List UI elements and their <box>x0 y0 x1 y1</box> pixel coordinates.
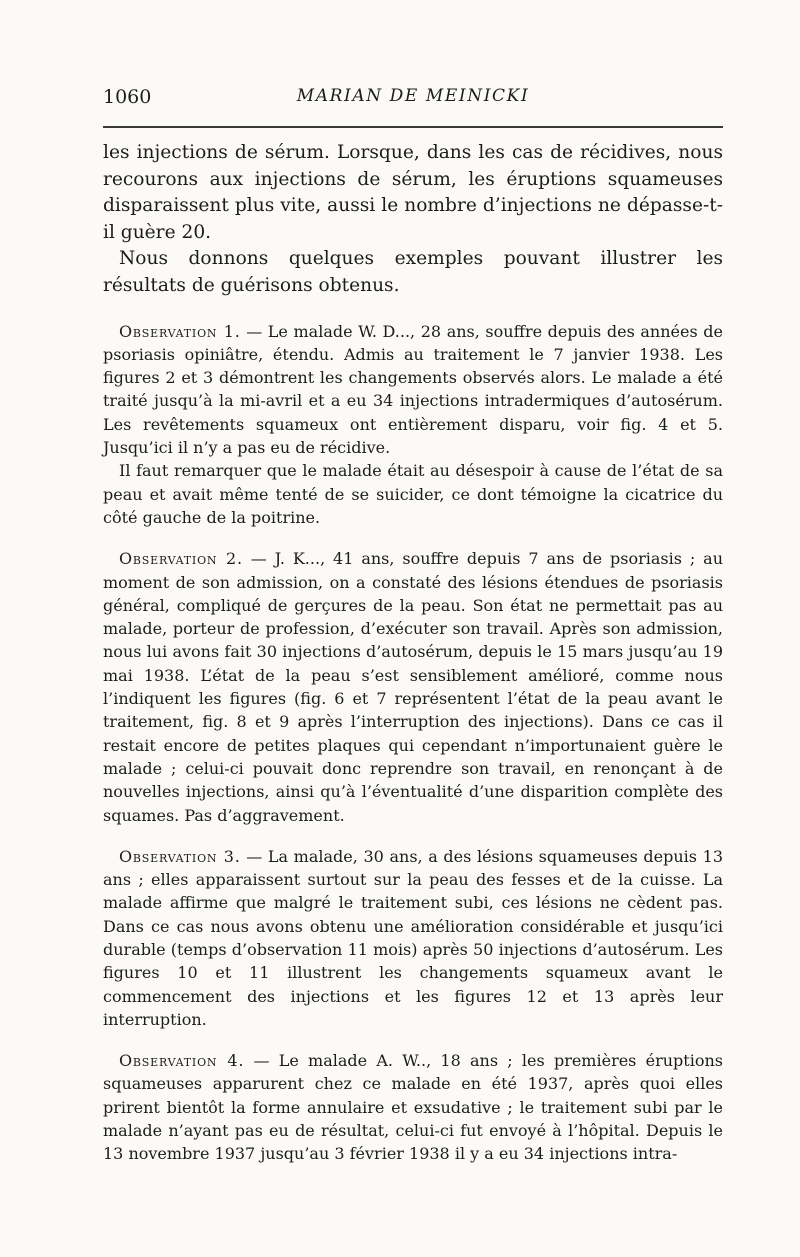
body-text <box>103 140 723 1166</box>
paragraph-intro-examples: Nous donnons quelques exemples pouvant illustrer les résultats de guérisons obtenus. <box>103 248 723 296</box>
observation-4 <box>103 1049 723 1165</box>
observation-4-text: — Le malade A. W.., 18 ans ; les premières éruptions squameuses apparurent chez ce malade en été 1937, après quoi elles prirent bientôt la forme annulaire et exsudative ; le traitement subi par le malade n’ayant pas eu de résultat, celui-ci fut envoyé à l’hôpital. Depuis le 13 novembre 1937 jusqu’au 3 février 1938 il y a eu 34 injections intra- <box>103 1051 723 1164</box>
observation-1-note: Il faut remarquer que le malade était au désespoir à cause de l’état de sa peau et avait même tenté de se suicider, ce dont témoigne la cicatrice du côté gauche de la poitrine. <box>103 461 723 527</box>
header-rule <box>103 126 723 128</box>
paragraph-continuation: les injections de sérum. Lorsque, dans les cas de récidives, nous recourons aux injections de sérum, les éruptions squameuses disparaissent plus vite, aussi le nombre d’injections ne dépasse-t-il guère 20. <box>103 142 723 243</box>
observation-2-text: — J. K..., 41 ans, souffre depuis 7 ans de psoriasis ; au moment de son admission, on a constaté des lésions étendues de psoriasis général, compliqué de gerçures de la peau. Son état ne permettait pas au malade, porteur de profession, d’exécuter son travail. Après son admission, nous lui avons fait 30 injections d’autosérum, depuis le 15 mars jusqu’au 19 mai 1938. L’état de la peau s’est sensiblement amélioré, comme nous l’indiquent les figures (fig. 6 et 7 représentent l’état de la peau avant le traitement, fig. 8 et 9 après l’interruption des injections). Dans ce cas il restait encore de petites plaques qui cependant n’importunaient guère le malade ; celui-ci pouvait donc reprendre son travail, en renonçant à de nouvelles injections, ainsi qu’à l’éventualité d’une disparition complète des squames. Pas d’aggravement. <box>103 549 723 825</box>
page-number: 1060 <box>103 86 152 108</box>
observation-3-heading: Observation 3. <box>119 846 241 866</box>
observation-2-heading: Observation 2. <box>119 549 243 569</box>
running-title: MARIAN DE MEINICKI <box>296 86 530 106</box>
observation-1-heading: Observation 1. <box>119 321 241 341</box>
observation-3-text: — La malade, 30 ans, a des lésions squameuses depuis 13 ans ; elles apparaissent surtout sur la peau des fesses et de la cuisse. La malade affirme que malgré le traitement subi, ces lésions ne cèdent pas. Dans ce cas nous avons obtenu une amélioration considérable et jusqu’ici durable (temps d’observation 11 mois) après 50 injections d’autosérum. Les figures 10 et 11 illustrent les changements squameux avant le commencement des injections et les figures 12 et 13 après leur interruption. <box>103 846 724 1029</box>
observation-2 <box>103 547 723 827</box>
observation-1 <box>103 320 723 460</box>
observation-3 <box>103 845 723 1031</box>
observation-1-text: — Le malade W. D..., 28 ans, souffre depuis des années de psoriasis opiniâtre, étendu. Admis au traitement le 7 janvier 1938. Les figures 2 et 3 démontrent les changements observés alors. Le malade a été traité jusqu’à la mi-avril et a eu 34 injections intradermiques d’autosérum. Les revêtements squameux ont entièrement disparu, voir fig. 4 et 5. Jusqu’ici il n’y a pas eu de récidive. <box>103 321 723 458</box>
running-head <box>103 86 723 112</box>
observation-4-heading: Observation 4. <box>119 1051 245 1071</box>
